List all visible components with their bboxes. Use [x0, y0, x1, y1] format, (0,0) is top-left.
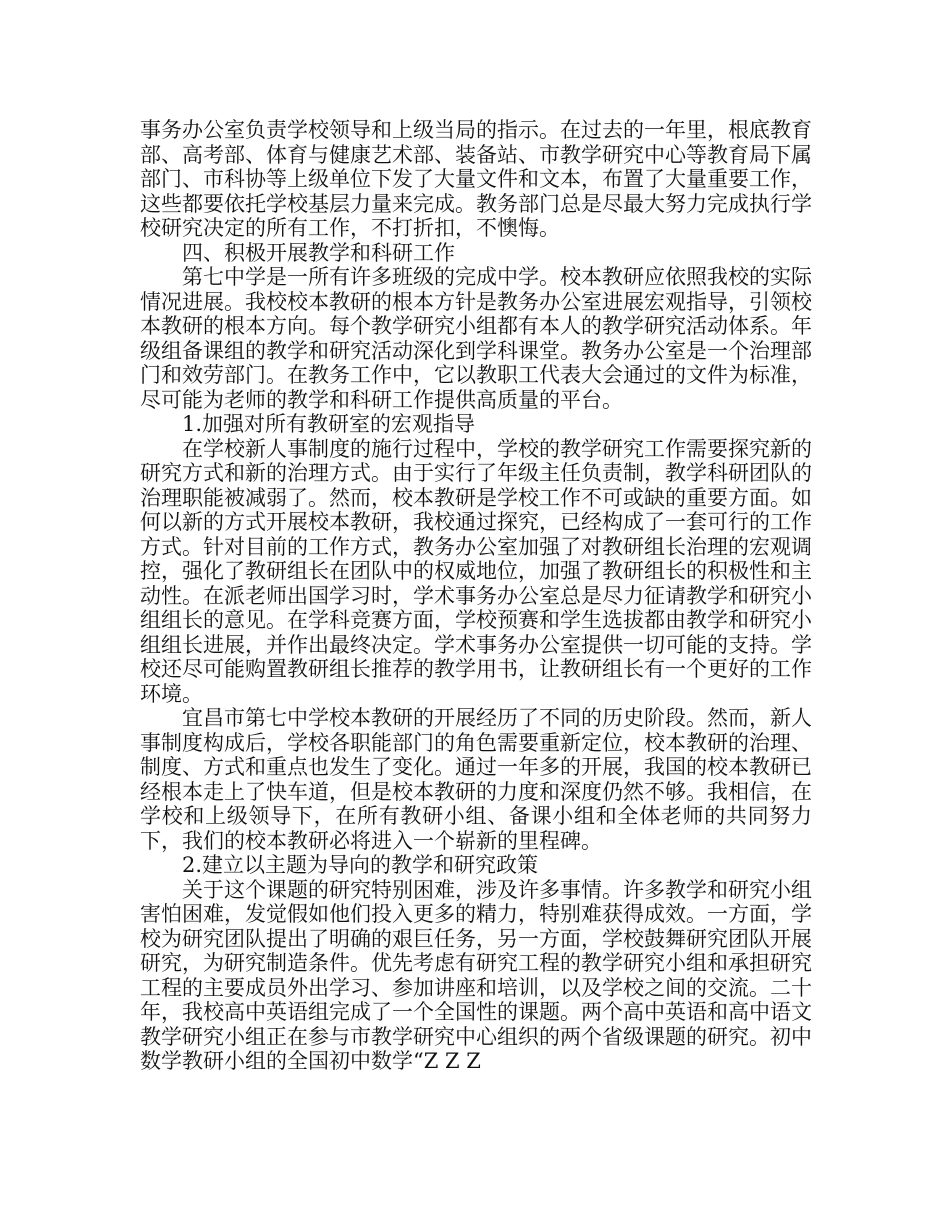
paragraph-intro: 事务办公室负责学校领导和上级当局的指示。在过去的一年里，根底教育部、高考部、体育与健康艺术部、装备站、市教学研究中心等教育局下属部门、市科协等上级单位下发了大量文件和文本，布置了大量重要工作，这些都要依托学校基层力量来完成。教务部门总是尽最大努力完成执行学校研究决定的所有工作，不打折扣，不懊悔。: [140, 118, 812, 240]
paragraph-research-policy: 关于这个课题的研究特别困难，涉及许多事情。许多教学和研究小组害怕困难，发觉假如他们投入更多的精力，特别难获得成效。一方面，学校为研究团队提出了明确的艰巨任务，另一方面，学校鼓舞研究团队开展研究，为研究制造条件。优先考虑有研究工程的教学研究小组和承担研究工程的主要成员外出学习、参加讲座和培训，以及学校之间的交流。二十年，我校高中英语组完成了一个全国性的课题。两个高中英语和高中语文教学研究小组正在参与市教学研究中心组织的两个省级课题的研究。初中数学教研小组的全国初中数学“Z Z Z: [140, 877, 812, 1073]
subsection-heading-1: 1.加强对所有教研室的宏观指导: [182, 412, 476, 436]
subsection-heading-2: 2.建立以主题为导向的教学和研究政策: [182, 853, 539, 877]
paragraph-history: 宜昌市第七中学校本教研的开展经历了不同的历史阶段。然而，新人事制度构成后，学校各职能部门的角色需要重新定位，校本教研的治理、制度、方式和重点也发生了变化。通过一年多的开展，我国的校本教研已经根本走上了快车道，但是校本教研的力度和深度仍然不够。我相信，在学校和上级领导下，在所有教研小组、备课小组和全体老师的共同努力下，我们的校本教研必将进入一个崭新的里程碑。: [140, 706, 812, 853]
document-body: [140, 118, 812, 1074]
paragraph-school-overview: 第七中学是一所有许多班级的完成中学。校本教研应依照我校的实际情况进展。我校校本教研的根本方针是教务办公室进展宏观指导，引领校本教研的根本方向。每个教学研究小组都有本人的教学研究活动体系。年级组备课组的教学和研究活动深化到学科课堂。教务办公室是一个治理部门和效劳部门。在教务工作中，它以教职工代表大会通过的文件为标准，尽可能为老师的教学和科研工作提供高质量的平台。: [140, 265, 812, 412]
section-heading-4: 四、积极开展教学和科研工作: [182, 240, 455, 265]
paragraph-macro-guidance: 在学校新人事制度的施行过程中，学校的教学研究工作需要探究新的研究方式和新的治理方式。由于实行了年级主任负责制，教学科研团队的治理职能被减弱了。然而，校本教研是学校工作不可或缺的重要方面。如何以新的方式开展校本教研，我校通过探究，已经构成了一套可行的工作方式。针对目前的工作方式，教务办公室加强了对教研组长治理的宏观调控，强化了教研组长在团队中的权威地位，加强了教研组长的积极性和主动性。在派老师出国学习时，学术事务办公室总是尽力征请教学和研究小组组长的意见。在学科竞赛方面，学校预赛和学生选拔都由教学和研究小组组长进展，并作出最终决定。学术事务办公室提供一切可能的支持。学校还尽可能购置教研组长推荐的教学用书，让教研组长有一个更好的工作环境。: [140, 436, 812, 706]
